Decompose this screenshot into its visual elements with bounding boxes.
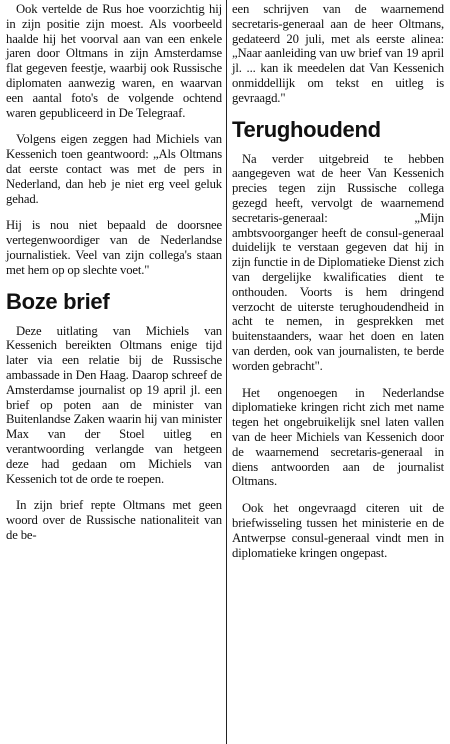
paragraph-secretary-letter: een schrijven van de waarnemend secretaris-generaal aan de heer Oltmans, gedateerd 20 juli, met als eerste alinea: „Naar aanleiding van uw brief van 19 april jl. ... kan ik meedelen dat Van Kessenich onmiddellijk om tekst en uitleg is gevraagd."	[232, 2, 444, 105]
paragraph-nationality: In zijn brief repte Oltmans met geen woord over de Russische nationaliteit van de be-	[6, 498, 222, 542]
paragraph-unsolicited-quoting: Ook het ongevraagd citeren uit de briefwisseling tussen het ministerie en de Antwerpse consul-generaal vindt men in diplomatieke kringen ongepast.	[232, 501, 444, 560]
paragraph-letter-to-minister: Deze uitlating van Michiels van Kessenich bereikten Oltmans enige tijd later via een relatie bij de Russische ambassade in Den Haag. Daarop schreef de Amsterdamse journalist op 19 april jl. een brief op poten aan de minister van Buitenlandse Zaken waarin hij van minister Max van der Stoel uitleg en verantwoording verlangde van hetgeen deze had gedaan om Michiels van Kessenich tot de orde te roepen.	[6, 323, 222, 486]
column-divider	[226, 0, 227, 744]
paragraph-reprimand: Na verder uitgebreid te hebben aangegeven wat de heer Van Kessenich precies tegen zijn Russische collega gezegd heeft, vervolgt de waarnemend secretaris-generaal: „Mijn ambtsvoorganger heeft de consul-generaal duidelijk te verstaan gegeven dat hij in zijn functie in de Diplomatieke Dienst zich van dergelijke kwalificaties dient te onthouden. Voorts is hem dringend verzocht de uiterste terughoudendheid in acht te nemen, in gesprekken met buitenstaanders, waar het doen en laten van derden, ook van journalisten, te berde worden gebracht".	[232, 151, 444, 373]
paragraph-displeasure: Het ongenoegen in Nederlandse diplomatieke kringen richt zich met name tegen het ongebruikelijk snel laten vallen van de heer Michiels van Kessenich door de waarnemend secretaris-generaal in diens antwoorden aan de journalist Oltmans.	[232, 385, 444, 489]
heading-boze-brief: Boze brief	[6, 288, 110, 314]
paragraph-oltmans-reputation: Hij is nou niet bepaald de doorsnee vertegenwoordiger van de Nederlandse journalistiek. Veel van zijn collega's staan met hem op op slechte voet."	[6, 218, 222, 277]
heading-terughoudend: Terughoudend	[232, 116, 381, 142]
paragraph-russian-caution: Ook vertelde de Rus hoe voorzichtig hij in zijn positie zijn moest. Als voorbeeld haalde hij het voorval aan van een enkele jaren door Oltmans in zijn Amsterdamse flat gegeven feestje, waarbij ook Russische diplomaten aanwezig waren, en waarvan een aantal foto's de volgende ochtend waren gepubliceerd in De Telegraaf.	[6, 2, 222, 120]
right-column	[232, 0, 444, 572]
paragraph-kessenich-answer: Volgens eigen zeggen had Michiels van Kessenich toen geantwoord: „Als Oltmans dat eerste contact was met de pers in Nederland, dan heb je niet erg veel geluk gehad.	[6, 132, 222, 206]
left-column	[6, 0, 222, 555]
